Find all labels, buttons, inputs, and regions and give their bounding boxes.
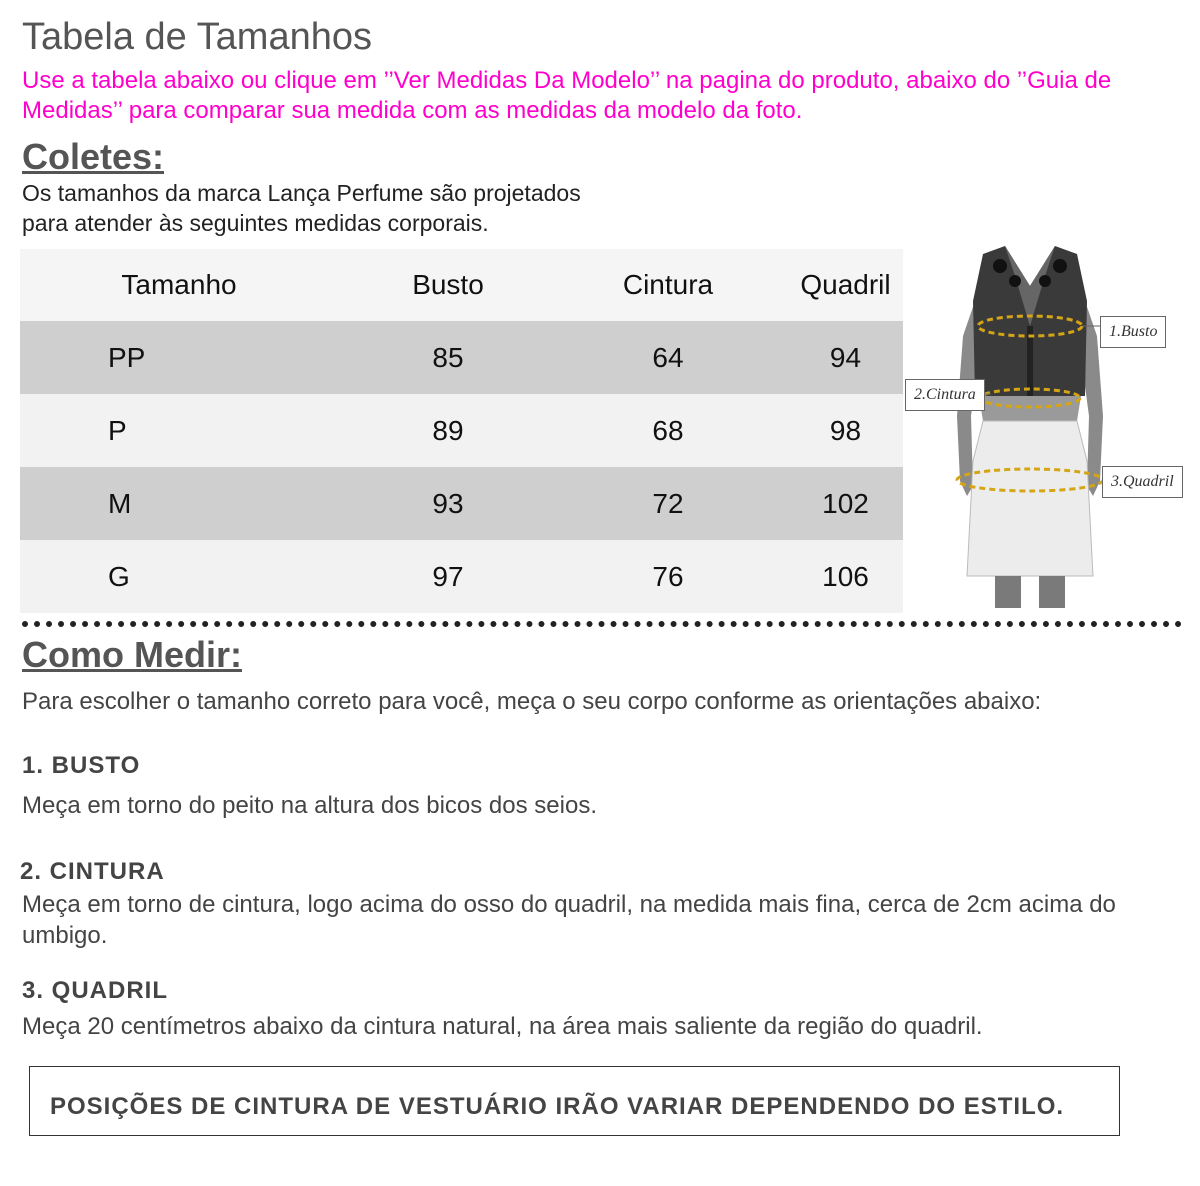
cell-cintura: 68 bbox=[652, 414, 684, 446]
label-quadril: 3.Quadril bbox=[1102, 466, 1183, 498]
header-cintura: Cintura bbox=[622, 269, 714, 300]
cell-cintura: 72 bbox=[652, 487, 684, 519]
cell-size: P bbox=[108, 414, 127, 446]
coletes-desc-line: para atender às seguintes medidas corporais. bbox=[22, 210, 489, 236]
cell-cintura: 64 bbox=[652, 341, 684, 373]
step-cintura-title: 2. CINTURA bbox=[20, 858, 165, 885]
cell-quadril: 102 bbox=[822, 487, 869, 519]
table-row bbox=[20, 467, 903, 540]
cell-quadril: 98 bbox=[829, 414, 862, 446]
cell-cintura: 76 bbox=[652, 560, 684, 592]
notice-text: POSIÇÕES DE CINTURA DE VESTUÁRIO IRÃO VARIAR DEPENDENDO DO ESTILO. bbox=[50, 1093, 1065, 1120]
step-quadril-text: Meça 20 centímetros abaixo da cintura natural, na área mais saliente da região do quadril. bbox=[22, 1013, 983, 1040]
step-busto-title: 1. BUSTO bbox=[22, 752, 141, 779]
cell-busto: 85 bbox=[432, 341, 464, 373]
label-cintura: 2.Cintura bbox=[905, 379, 985, 411]
cell-quadril: 106 bbox=[822, 560, 869, 592]
cell-size: PP bbox=[108, 341, 146, 373]
como-medir-intro: Para escolher o tamanho correto para você, meça o seu corpo conforme as orientações abaixo: bbox=[22, 688, 1042, 715]
notice-box bbox=[29, 1066, 1120, 1136]
cell-busto: 93 bbox=[432, 487, 464, 519]
label-busto: 1.Busto bbox=[1100, 316, 1166, 348]
step-cintura-text: Meça em torno de cintura, logo acima do osso do quadril, na medida mais fina, cerca de 2cm acima do umbigo. bbox=[22, 891, 1116, 949]
intro-text: Use a tabela abaixo ou clique em ’’Ver Medidas Da Modelo’’ na pagina do produto, abaixo do ’’Guia de Medidas’’ para comparar sua medida com as medidas da modelo da foto. bbox=[22, 67, 1112, 124]
header-quadril: Quadril bbox=[800, 269, 891, 300]
size-table bbox=[20, 249, 903, 613]
table-row bbox=[20, 394, 903, 467]
coletes-heading: Coletes: bbox=[22, 136, 165, 177]
page-title: Tabela de Tamanhos bbox=[22, 16, 372, 58]
table-row bbox=[20, 540, 903, 613]
cell-quadril: 94 bbox=[829, 341, 862, 373]
model-illustration bbox=[905, 246, 1200, 608]
step-busto-text: Meça em torno do peito na altura dos bicos dos seios. bbox=[22, 792, 597, 819]
dotted-divider bbox=[22, 621, 1182, 627]
coletes-description bbox=[22, 178, 581, 238]
header-busto: Busto bbox=[412, 269, 484, 300]
header-tamanho: Tamanho bbox=[121, 269, 237, 300]
measurement-figure bbox=[905, 246, 1200, 608]
cell-size: G bbox=[108, 560, 130, 592]
coletes-desc-line: Os tamanhos da marca Lança Perfume são projetados bbox=[22, 180, 581, 206]
table-row bbox=[20, 321, 903, 394]
cell-size: M bbox=[108, 487, 132, 519]
como-medir-heading: Como Medir: bbox=[22, 634, 242, 675]
cell-busto: 97 bbox=[432, 560, 464, 592]
cell-busto: 89 bbox=[432, 414, 464, 446]
step-quadril-title: 3. QUADRIL bbox=[22, 977, 169, 1004]
table-header-row bbox=[20, 249, 903, 321]
